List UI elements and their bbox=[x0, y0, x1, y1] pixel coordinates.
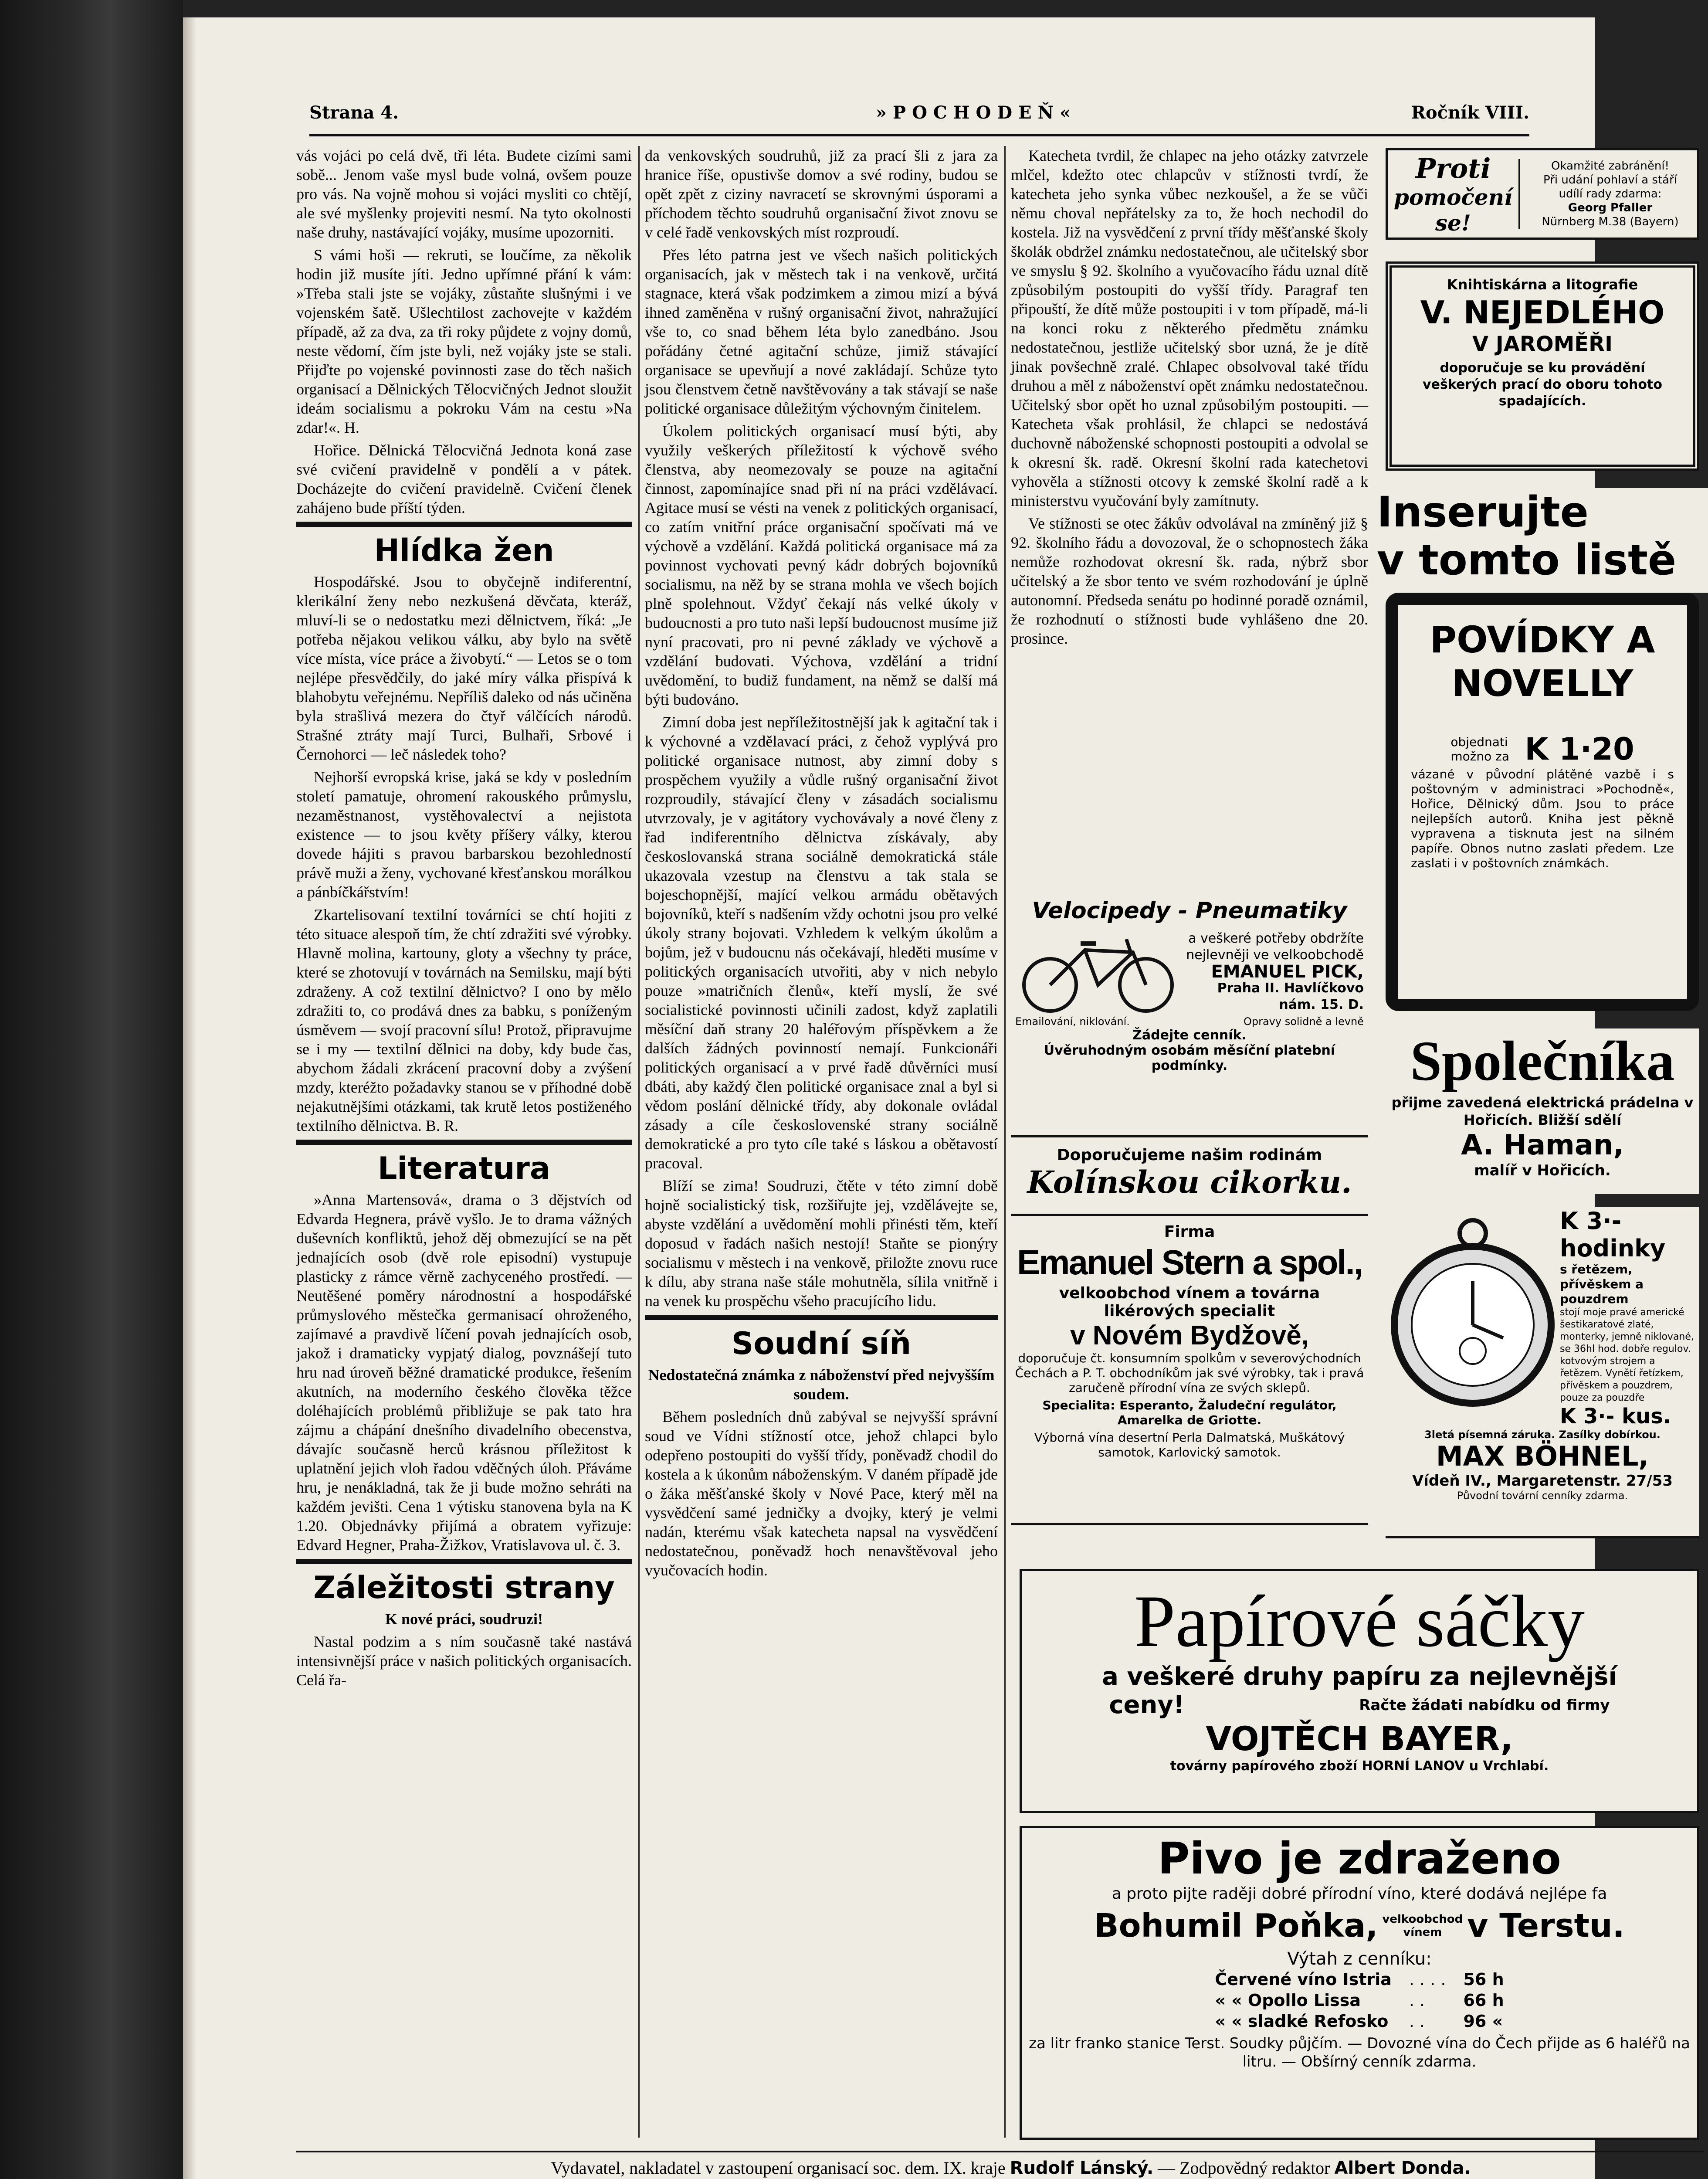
price-dots: . . bbox=[1409, 1991, 1425, 2010]
page-number: Strana 4. bbox=[309, 102, 399, 123]
article-paragraph: Zimní doba jest nepříležitostnější jak k agitační tak i k výchovné a vzdělavací práci, z čehož vyplývá pro politické organisace nutnost, aby zimní doby s prospěchem využily a vůdle rušný organisační život rozproudily, stávající členy v zásadách socialismu utvrzovaly, je v agitátory vychovávaly a nové členy z řad indiferentního dělnictva získávaly, aby českoslovanská strana sociálně demokratická stále ukazovala vzestup na členstvu a tak stala se bojeschopnější, mající velkou armádu obětavých bojovníků, kteří s nadšením vždy ochotni jsou pro velké úkoly strany bojovati. Vzhledem k velkým úkolům a bojům, jež v budoucnu nás očekávají, hleděti musíme v politických organisacích utvořiti, aby v nich nebylo pouze »matričních členů«, kteří myslí, že své socialistické povinnosti učinili zadost, když zaplatili měsíční daň strany 20 haléřovým příspěvkem a že dalších žádných povinností nemají. Funkcionáři politických organisací a v prvé řadě důvěrníci musí dbáti, aby každý člen politické organisace znal a byl si vědom poslání dělnické třídy, aby dokonale ovládal zásady a cíle československé strany sociálně demokratické a pro tyto cíle také s láskou a obětavostí pracoval. bbox=[645, 713, 998, 1172]
ad-velocipedy bbox=[1011, 893, 1368, 1137]
ad-title: Papírové sáčky bbox=[1134, 1580, 1585, 1662]
price-label: « « Opollo Lissa bbox=[1215, 1991, 1361, 2010]
price-row bbox=[1206, 1969, 1512, 1990]
ad-bayer bbox=[1020, 1569, 1699, 1813]
article-paragraph: Zkartelisovaní textilní továrníci se chtí hojiti z této situace alespoň tím, že chtí zdražiti své výrobky. Hlavně molina, kartouny, gloty a všechny ty práce, které se zhotovují v továrnách na Semilsku, mají býti zdraženy. A což textilní dělnictvo? I ono by mělo zdražiti to, co prodává dnes za babku, s poníženým úsměvem — svojí pracovní sílu! Protož, připravujme se i my — textilní dělnici na doby, kdy bude čas, abychom žádali zkrácení pracovní doby a zvýšení mzdy, kteréžto požadavky stanou se v příhodné době nejakutnějšími otázkami, tak krutě letos postiženého textilního dělnictva. B. R. bbox=[296, 906, 632, 1134]
section-heading: Literatura bbox=[377, 1151, 551, 1186]
ad-nejedly bbox=[1386, 261, 1699, 471]
footer-rule bbox=[296, 2151, 1704, 2152]
ad-title: Velocipedy - Pneumatiky bbox=[1032, 898, 1347, 924]
article-paragraph: Katecheta tvrdil, že chlapec na jeho otázky zatvrzele mlčel, kdežto otec chlapcův v stížnosti tvrdí, že katecheta jeho synka vůbec nezkoušel, a že se vůči němu choval nepřátelsky za to, že hoch nechodil do kostela. Již na vysvědčení z první třídy měšťanské školy školák obdržel známku nedostatečnou, ale učitelský sbor ve smyslu § 92. školního a vyučovacího řádu uznal dítě způsobilým postoupiti do vyšší třídy. Paragraf ten připouští, že dítě může postoupiti i v tom případě, má-li na konci roku z některého předmětu známku nedostatečnou, jestliže učitelský sbor uzná, že je dítě jinak povšechně zralé. Chlapec obsolvoval také třídu druhou a měl z náboženství opět známku nedostatečnou. Učitelský sbor opět ho uznal způsobilým postoupiti. — Katecheta však prohlásil, že chlapci se nedostává duchovně náboženské schopnosti postoupiti a odvolal se k okresní šk. radě. Okresní školní rada katechetovi vyhověla a stížnosti otcovy k zemské školní radě a k ministerstvu vyučování byly zamítnuty. bbox=[1011, 147, 1368, 509]
ad-bohnel bbox=[1386, 1207, 1699, 1538]
footer-text: — Zodpovědný redaktor bbox=[1158, 2158, 1330, 2178]
section-divider bbox=[645, 1315, 998, 1320]
ad-text: objednati možno za bbox=[1450, 735, 1510, 764]
ad-text: přijme zavedená elektrická prádelna v Hořicích. Bližší sdělí bbox=[1391, 1094, 1694, 1128]
article-paragraph: da venkovských soudruhů, již za prací šli z jara za hranice říše, opustivše domov a své rodiny, budou se opět zpět z ciziny navracetí se skrovnými úsporami a příchodem těchto soudruhů organisační život znovu se v celé řadě venkovských míst rozproudí. bbox=[645, 147, 998, 241]
newspaper-title: »POCHODEŇ« bbox=[876, 102, 1077, 123]
section-heading: Hlídka žen bbox=[374, 533, 554, 568]
ad-text: Výborná vína desertní Perla Dalmatská, Muškátový samotok, Karlovický samotok. bbox=[1034, 1430, 1345, 1459]
ad-text: Žádejte cenník. bbox=[1132, 1028, 1247, 1043]
ad-name: v Terstu. bbox=[1467, 1907, 1625, 1945]
section-divider bbox=[296, 1140, 632, 1145]
ad-text: malíř v Hořicích. bbox=[1474, 1162, 1611, 1179]
article-paragraph: S vámi hoši — rekruti, se loučíme, za několik hodin již musíte jíti. Jedno upřímné přání k vám: »Třeba stali jste se vojáky, zůstaňte slušnými i ve vojenském šatě. Ušlechtilost zachovejte v každém případě, až za dva, za tři roky půjdete z vojny domů, neste vědomí, čím jste byli, než vojáky jste se stali. Přijďte po vojenské povinnosti zase do těch našich organisací a Dělnických Tělocvičných Jednot sloužit ideám socialismu a pokroku Vám na cestu »Na zdar!«. H. bbox=[296, 246, 632, 436]
ad-text: Praha II. Havlíčkovo nám. 15. D. bbox=[1217, 981, 1364, 1012]
ad-text: udílí rady zdarma: bbox=[1559, 187, 1662, 200]
ad-title: Společníka bbox=[1410, 1030, 1675, 1093]
section-divider bbox=[296, 522, 632, 527]
ad-text: a veškeré potřeby obdržíte nejlevněji ve velkoobchodě bbox=[1186, 931, 1364, 963]
ad-text: vázané v původní plátěné vazbě i s poštovným v administraci »Pochodně«, Hořice, Dělnický dům. Jsou to práce nejlepších autorů. Kniha jest pěkně vypravena a tisknuta jest na silném papíře. Obnos nutno zaslati předem. Lze zaslati i v poštovních známkách. bbox=[1411, 767, 1674, 870]
ad-title: Pivo je zdraženo bbox=[1158, 1833, 1561, 1884]
ad-inserujte bbox=[1377, 488, 1708, 593]
ad-price: K 3·- kus. bbox=[1560, 1404, 1671, 1429]
ad-text: Georg Pfaller bbox=[1568, 201, 1653, 214]
ad-price: K 1·20 bbox=[1525, 731, 1634, 767]
ad-text: s řetězem, přívěskem a pouzdrem bbox=[1560, 1262, 1644, 1306]
price-dots: . . bbox=[1409, 2012, 1425, 2031]
price-label: « « sladké Refosko bbox=[1215, 2012, 1389, 2031]
ad-text: doporučuje čt. konsumním spolkům v severovýchodních Čechách a P. T. obchodníkům jak své výrobky, tak i pravá zaručeně přírodní vína ze svých sklepů. bbox=[1015, 1351, 1364, 1395]
ad-spolecnika bbox=[1386, 1028, 1699, 1194]
article-paragraph: Nejhorší evropská krise, jaká se kdy v posledním století pamatuje, ohromení rakouského průmyslu, nezaměstnanost, vystěhovalectví a nejistota existence — to jsou květy příšery války, kterou dovede hájiti s pravou barbarskou bezohledností právě muži a ženy, vychované křesťanskou morálkou a pánbíčkářstvím! bbox=[296, 768, 632, 901]
volume-number: Ročník VIII. bbox=[1411, 102, 1529, 123]
ad-text: Nürnberg M.38 (Bayern) bbox=[1542, 215, 1679, 228]
column-rule bbox=[638, 146, 640, 2138]
ad-text: Doporučujeme našim rodinám bbox=[1057, 1146, 1322, 1164]
ad-text: v Novém Bydžově, bbox=[1070, 1320, 1309, 1351]
ad-text: Račte žádati nabídku od firmy bbox=[1359, 1696, 1610, 1714]
book-binding bbox=[0, 0, 183, 2179]
article-paragraph: Blíží se zima! Soudruzi, čtěte v této zimní době hojně socialistický tisk, rozšiřujte jej, vzdělávejte se, abyste vzdělání a uvědomění mohli přinésti těm, kteří doposud v řadách našich nestojí! Staňte se pionýry socialismu v městech i na venkově, přiložte znovu ruce k dílu, aby strana naše stále mohutněla, sílila vnitřně i na venek ku prospěchu všeho pracujícího lidu. bbox=[645, 1177, 998, 1310]
ad-title: v tomto listě bbox=[1377, 536, 1677, 584]
article-paragraph: Nastal podzim a s ním současně také nastává intensivnější práce v našich politických organisacích. Celá řa- bbox=[296, 1633, 632, 1689]
ad-text: vínem bbox=[1403, 1926, 1442, 1939]
price-row bbox=[1206, 2011, 1512, 2032]
pocket-watch-icon bbox=[1386, 1207, 1560, 1416]
ad-text: Úvěruhodným osobám měsíční platební podmínky. bbox=[1044, 1043, 1335, 1073]
ad-text: a proto pijte raději dobré přírodní víno, které dodává nejlépe fa bbox=[1112, 1885, 1607, 1903]
article-subheading: K nové práci, soudruzi! bbox=[385, 1610, 543, 1628]
column-2 bbox=[645, 146, 998, 2020]
ad-name: VOJTĚCH BAYER, bbox=[1206, 1719, 1513, 1758]
header-rule bbox=[309, 134, 1529, 136]
footer-text: Vydavatel, nakladatel v zastoupení organisací soc. dem. IX. kraje bbox=[551, 2158, 1006, 2178]
ad-title: Kolínskou cikorku. bbox=[1027, 1164, 1352, 1200]
ad-name: EMANUEL PICK, bbox=[1211, 962, 1364, 982]
publisher-name: Rudolf Lánský. bbox=[1010, 2158, 1154, 2178]
ad-text: Okamžité zabránění! bbox=[1551, 160, 1669, 173]
ad-pfaller bbox=[1386, 148, 1699, 240]
price-value: 66 h bbox=[1463, 1991, 1504, 2010]
column-rule bbox=[1004, 146, 1006, 2138]
ad-text: velkoobchod bbox=[1382, 1913, 1463, 1926]
ad-name: A. Haman, bbox=[1461, 1129, 1624, 1161]
ad-text: Knihtiskárna a litografie bbox=[1447, 276, 1638, 293]
article-paragraph: Během posledních dnů zabýval se nejvyšší správní soud ve Vídni stížností otce, jehož chlapci bylo odepřeno postoupiti do vyšší třídy, poněvadž chodil do kostela a k úkonům náboženským. V daném případě jde o žáka měšťanské školy v Nové Pace, který měl na vysvědčení samé jedničky a dvojky, který je velmi nadán, kterému však katecheta napsal na vysvědčení nedostatečnou, poněvadž hoch nenavštěvoval jeho vyučovacích hodin. bbox=[645, 1408, 998, 1579]
price-table bbox=[1206, 1969, 1512, 2032]
ad-text: 3letá písemná záruka. Zasílky dobírkou. bbox=[1424, 1429, 1661, 1441]
ad-name: Bohumil Poňka, bbox=[1094, 1907, 1378, 1945]
price-dots: . . . . bbox=[1409, 1970, 1446, 1989]
ad-text: Výtah z cenníku: bbox=[1287, 1949, 1432, 1969]
article-paragraph: Ve stížnosti se otec žákův odvolával na zmíněný již § 92. školního řádu a dovozoval, že o schopnostech žáka nemůže rozhodovat okresní šk. rada, nýbrž sbor učitelský a že sbor tento ve svém rozhodování je úplně autonomní. Předseda senátu po hodinné poradě oznámil, že rozhodnutí o stížnosti bude vyhlášeno dne 20. prosince. bbox=[1011, 515, 1368, 647]
ad-text: velkoobchod vínem a továrna likérových specialit bbox=[1059, 1284, 1320, 1320]
section-heading: Záležitosti strany bbox=[313, 1570, 615, 1605]
price-label: Červené víno Istria bbox=[1215, 1970, 1392, 1989]
editor-name: Albert Donda. bbox=[1334, 2158, 1471, 2178]
price-value: 96 « bbox=[1463, 2012, 1503, 2031]
ad-povidky bbox=[1386, 593, 1699, 1011]
ad-title: K 3·- hodinky bbox=[1560, 1207, 1666, 1262]
article-paragraph: Hořice. Dělnická Tělocvičná Jednota koná zase své cvičení pravidelně v pondělí a v pátek. Docházejte do cvičení pravidelně. Cvičení členek zahájeno bude příští týden. bbox=[296, 441, 632, 516]
ad-kolinska bbox=[1011, 1142, 1368, 1216]
ad-text: Původní tovární cenníky zdarma. bbox=[1457, 1490, 1628, 1502]
page-content bbox=[183, 17, 1694, 2179]
ad-text: a veškeré druhy papíru za nejlevnější bbox=[1102, 1663, 1617, 1691]
column-3 bbox=[1011, 146, 1368, 887]
ad-text: Při udání pohlaví a stáří bbox=[1543, 173, 1677, 187]
ad-title: POVÍDKY A NOVELLY bbox=[1430, 618, 1655, 705]
article-paragraph: Úkolem politických organisací musí býti, aby využily veškerých příležitostí k výchově svého členstva, aby neomezovaly se pouze na agitační činnost, zapomínajíce snad při ní na práci vzdělávací. Agitace musí se vésti na venek z politických organisací, co zatím vnitřní práce organisační spočívati má ve výchově a vzdělání. Každá politická organisace má za povinnost vychovati pevný kádr dobrých bojovníků socialismu, na něž by se strana mohla ve všech bojích plně spolehnout. Vždyť čekají nás velké úkoly v budoucnosti a pro tuto naši lepší budoucnost musíme již nyní pracovati, pro ni pevné základy ve výchově a vzdělání budovati. Výchova, vzdělání a tridní uvědomění, to budiž fundament, na němž se další má býti budováno. bbox=[645, 422, 998, 708]
ad-name: MAX BÖHNEL, bbox=[1436, 1440, 1649, 1472]
ad-text: V JAROMĚŘI bbox=[1472, 332, 1613, 356]
price-row bbox=[1206, 1990, 1512, 2011]
ad-pivo bbox=[1020, 1826, 1699, 2140]
page-header bbox=[309, 102, 1529, 133]
ad-text: za litr franko stanice Terst. Soudky půjčím. — Dovozné vína do Čech přijde as 6 haléřů na litru. — Obšírný cenník zdarma. bbox=[1029, 2035, 1690, 2070]
page-footer bbox=[444, 2157, 1577, 2179]
section-divider bbox=[296, 1559, 632, 1564]
ad-title: pomočení se! bbox=[1393, 184, 1513, 236]
ad-text: Firma bbox=[1164, 1223, 1215, 1241]
ad-text: doporučuje se ku provádění veškerých prací do oboru tohoto spadajících. bbox=[1423, 360, 1662, 409]
section-heading: Soudní síň bbox=[731, 1326, 912, 1361]
article-paragraph: vás vojáci po celá dvě, tři léta. Budete cizími sami sobě... Jenom vaše mysl bude volná, ovšem pouze pro vás. Na vojně mohou si vojáci mysliti co chtějí, ale své myšlenky projeviti nesmí. Na tyto okolnosti naše druhy, nastávající vojáky, musíme upozorniti. bbox=[296, 147, 632, 241]
ad-text: ceny! bbox=[1109, 1691, 1185, 1719]
article-paragraph: Přes léto patrna jest ve všech našich politických organisacích, jak v městech tak i na venkově, určitá stagnace, která však podzimkem a zimou mizí a bývá ihned zaměněna v rušný organisační život, nahražující vše to, co snad během léta bylo zanedbáno. Jsou pořádány četné agitační schůze, jimiž stávající organisace se upevňují a nové zakládají. Schůze tyto jsou členstvem četně navštěvovány a tak stávají se naše politické organisace důležitým výchovným činitelem. bbox=[645, 246, 998, 417]
price-value: 56 h bbox=[1463, 1970, 1504, 1989]
ad-text: Emailování, niklování. bbox=[1015, 1015, 1130, 1028]
column-1 bbox=[296, 146, 632, 2151]
bicycle-icon bbox=[1015, 928, 1181, 1015]
article-paragraph: Hospodářské. Jsou to obyčejně indiferentní, klerikální ženy nebo nezkušená děvčata, kteráž, mluví-li se o nedostatku mezi dělnictvem, říká: „Je potřeba nějakou velikou válku, aby bylo na světě více místa, více práce a živobytí.“ — Letos se o tom nejlépe přesvědčily, do jaké míry válka přispívá k blahobytu veřejnému. Nepříliš daleko od nás učiněna byla strašlivá mezera do čtyř válčících národů. Strašné ztráty mají Turci, Bulhaři, Srbové i Černohorci — leč následek toho? bbox=[296, 573, 632, 763]
ad-text: továrny papírového zboží HORNÍ LANOV u Vrchlabí. bbox=[1170, 1758, 1549, 1774]
ad-text: Vídeň IV., Margaretenstr. 27/53 bbox=[1412, 1472, 1673, 1490]
ad-text: Opravy solidně a levně bbox=[1243, 1015, 1364, 1028]
ad-text: Specialita: Esperanto, Žaludeční regulátor, Amarelka de Griotte. bbox=[1042, 1398, 1337, 1427]
ad-title: Proti bbox=[1415, 152, 1491, 184]
ad-name: V. NEJEDLÉHO bbox=[1420, 294, 1665, 331]
ad-stern bbox=[1011, 1220, 1368, 1525]
ad-title: Inserujte bbox=[1377, 488, 1589, 536]
article-paragraph: »Anna Martensová«, drama o 3 dějstvích od Edvarda Hegnera, právě vyšlo. Je to drama vážných duševních konfliktů, jehož děj obmezující se na pět jednajících osob (dvě role episodní) vystupuje plasticky z rámce věrně zachyceného prostředí. — Neutěšené poměry národnostní a hospodářské průmyslového městečka germanisací ohroženého, zajímavé a pravdivě líčení povah jednajících osob, jakož i dramaticky vypjatý dialog, povznášejí tuto hru nad úroveň běžné dramatické produkce, řešením akutních, na moderního českého člověka těžce doléhajících problémů přibližuje se pak tato hra zájmu a chápání dnešního divadelního obecenstva, dávajíc současně herců krásnou příležitost k uplatnění jejich vloh řadou vděčných úloh. Přáváme hru, je nenákladná, tak že ji bude možno sehráti na každém jevišti. Cena 1 výtisku stanovena byla na K 1.20. Objednávky přijímá a obratem vyřizuje: Edvard Hegner, Praha-Žižkov, Vratislavova ul. č. 3. bbox=[296, 1191, 632, 1554]
ad-name: Emanuel Stern a spol., bbox=[1017, 1243, 1362, 1282]
article-subheading: Nedostatečná známka z náboženství před nejvyšším soudem. bbox=[648, 1366, 995, 1403]
ad-text: stojí moje pravé americké šestikaratové zlaté, monterky, jemně niklované, se 36hl hod. dobře regulov. kotvovým strojem a řetězem. Vynětí řetízkem, přívěskem a pouzdrem, pouze za pouzdře bbox=[1560, 1307, 1694, 1403]
